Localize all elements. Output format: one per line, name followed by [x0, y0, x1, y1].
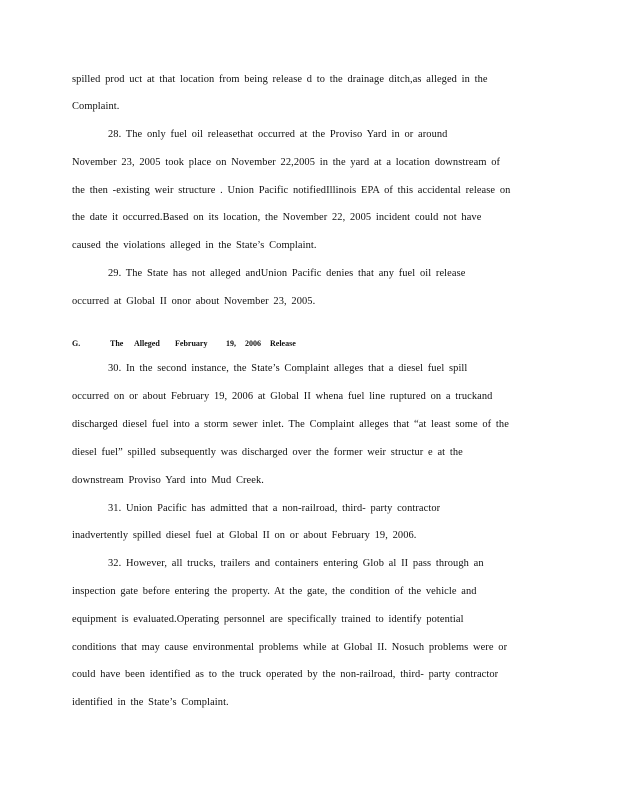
body-line: Complaint.: [72, 101, 120, 112]
body-line: identified in the State’s Complaint.: [72, 697, 229, 708]
heading-word: Alleged: [134, 339, 160, 348]
heading-letter: G.: [72, 339, 81, 348]
body-line: conditions that may cause environmental problems while at Global II. Nosuch problems were or: [72, 642, 508, 653]
body-line: spilled prod uct at that location from being release d to the drainage ditch,as alleged in the: [72, 74, 488, 85]
body-line: occurred at Global II onor about November 23, 2005.: [72, 296, 316, 307]
body-line: caused the violations alleged in the State’s Complaint.: [72, 240, 317, 251]
heading-word: Release: [270, 339, 296, 348]
paragraph-30-start: 30. In the second instance, the State’s Complaint alleges that a diesel fuel spill: [108, 363, 468, 374]
body-line: equipment is evaluated.Operating personnel are specifically trained to identify potential: [72, 614, 464, 625]
body-line: diesel fuel” spilled subsequently was discharged over the former weir structur e at the: [72, 447, 463, 458]
body-line: inadvertently spilled diesel fuel at Global II on or about February 19, 2006.: [72, 530, 417, 541]
paragraph-29-start: 29. The State has not alleged andUnion Pacific denies that any fuel oil release: [108, 268, 466, 279]
paragraph-32-start: 32. However, all trucks, trailers and containers entering Glob al II pass through an: [108, 558, 484, 569]
heading-word: The: [110, 339, 124, 348]
body-line: the date it occurred.Based on its location, the November 22, 2005 incident could not have: [72, 212, 482, 223]
body-line: inspection gate before entering the property. At the gate, the condition of the vehicle and: [72, 586, 477, 597]
paragraph-31-start: 31. Union Pacific has admitted that a non-railroad, third- party contractor: [108, 503, 441, 514]
body-line: November 23, 2005 took place on November 22,2005 in the yard at a location downstream of: [72, 157, 501, 168]
body-line: discharged diesel fuel into a storm sewer inlet. The Complaint alleges that “at least some of the: [72, 419, 509, 430]
heading-word: February: [175, 339, 208, 348]
paragraph-28-start: 28. The only fuel oil releasethat occurred at the Proviso Yard in or around: [108, 129, 448, 140]
heading-word: 19,: [226, 339, 236, 348]
body-line: could have been identified as to the truck operated by the non-railroad, third- party contractor: [72, 669, 499, 680]
body-line: the then -existing weir structure . Union Pacific notifiedIllinois EPA of this accidental release on: [72, 185, 511, 196]
body-line: occurred on or about February 19, 2006 at Global II whena fuel line ruptured on a truckand: [72, 391, 493, 402]
heading-word: 2006: [245, 339, 261, 348]
body-line: downstream Proviso Yard into Mud Creek.: [72, 475, 264, 486]
